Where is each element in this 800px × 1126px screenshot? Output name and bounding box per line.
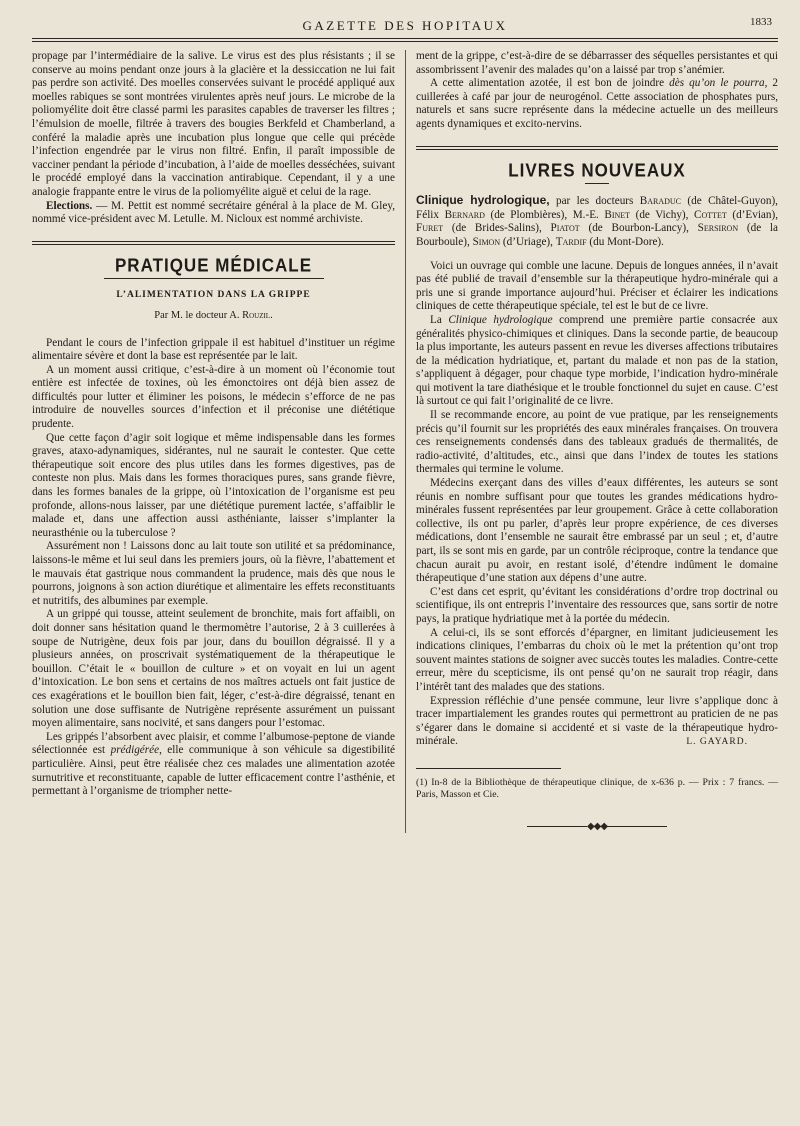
elections-paragraph: [32, 200, 395, 227]
left-column: [32, 50, 405, 833]
section-title-livres: LIVRES NOUVEAUX: [508, 159, 686, 181]
page-number: 1833: [750, 16, 772, 28]
footnote-rule: [416, 768, 561, 769]
book-reference: Clinique hydrologique, par les docteurs Baraduc (de Châtel-Guyon), Félix Bernard (de Plombières), M.-E. Binet (de Vichy), Cottet (d’Evian), Furet (de Brides-Salins), Piatot (de Bourbon-Lancy), Sersiron (de la Bourboule), Simon (d’Uriage), Tardif (du Mont-Dore).: [416, 193, 779, 248]
paragraph: Médecins exerçant dans des villes d’eaux différentes, les auteurs se sont réunis en nombre suffisant pour que toutes les grandes médications hydro-minérales fussent représentées par leur groupement. Grâce à cette collaboration collective, ils ont pu parler, d’après leur propre expérience, de ces diverses médications, dont l’ensemble ne saurait être embrassé par un seul ; et, d’autre part, ils se sont mis en garde, par un contrôle réciproque, contre la tendance que chacun aurait pu avoir, en restant isolé, d’étendre indûment le domaine thérapeutique d’une station aux dépens d’une autre.: [416, 477, 778, 585]
byline: Par M. le docteur A. Rouzil.: [154, 309, 273, 321]
paragraph: A un moment aussi critique, c’est-à-dire à un moment où l’économie tout entière est infectée de toxines, où les émonctoires ont déjà bien assez de difficultés pour lutter et éliminer les poisons, le médecin s’efforce de ne pas introduire de nouvelles sources d’infection et il préconise une diététique prudente.: [32, 363, 395, 431]
paragraph: Les grippés l’absorbent avec plaisir, et comme l’albumose-peptone de viande sélectionnée est prédigérée, elle communique à son véhicule sa digestibilité particulière. Ainsi, peut être réalisée chez ces malades une alimentation azotée surnutritive et reconstituante, capable de lutter efficacement contre l’asthénie, et permettant à l’organisme de triompher nette-: [32, 730, 396, 798]
paragraph: ment de la grippe, c’est-à-dire de se débarrasser des séquelles persistantes et qui assombrissent l’avenir des malades qu’on a laissé par trop s’anémier.: [416, 50, 778, 76]
title-rule: [104, 278, 324, 279]
signature: L. GAYARD.: [686, 736, 748, 747]
columns: [32, 50, 778, 833]
title-rule: [585, 183, 609, 184]
paragraph: Que cette façon d’agir soit logique et même indispensable dans les formes graves, ataxo-adynamiques, sidérantes, nul ne saurait le contester. Que cette thérapeutique soit encore des plus utiles dans les formes digestives, pas de conteste non plus. Mais dans les formes thoraciques pures, sans grande fièvre, dans les formes banales de la grippe, où l’intoxication de l’organisme est peu profonde, allons-nous laisser, par une diététique purement lactée, s’affaiblir le malade et, dans une affection aussi asthéniante, laisser s’implanter la neurasthénie ou la tuberculose ?: [32, 431, 395, 539]
book-title: Clinique hydrologique,: [416, 193, 550, 208]
article-title: L’ALIMENTATION DANS LA GRIPPE: [116, 290, 311, 301]
section-separator: [416, 146, 778, 150]
section-separator: [32, 241, 395, 245]
header-rule: [32, 38, 778, 42]
paragraph: propage par l’intermédiaire de la salive. Le virus est des plus résistants ; il se conserve au moins pendant onze jours à la glacière et la dessiccation ne lui fait pas perdre son activité. Des moelles conservées suivant le procédé appliqué aux moelles rabiques se sont montrées virulentes après neuf jours. Le microbe de la poliomyélite doit être classé parmi les parasites capables de traverser les filtres ; l’émulsion de moelle, filtrée à travers des bougies Berkfeld et Chamberland, a conféré la maladie après une incubation plus longue que celle qui précède l’infection engendrée par le virus non filtré. Enfin, il paraît impossible de vacciner pendant la période d’incubation, à l’aide de moelles desséchées, suivant le procédé employé dans la vaccination antirabique. Cependant, il y a une analogie frappante entre le virus de la poliomyélite aiguë et celui de la rage.: [32, 50, 395, 198]
paragraph: Expression réfléchie d’une pensée commune, leur livre s’applique donc à tracer impartialement les grandes routes qui permettront au praticien de ne pas s’égarer dans le domaine si accidenté et si vaste de la thérapeutique hydro-minérale.: [416, 694, 778, 748]
elections-heading: Elections.: [46, 199, 93, 212]
paragraph: A celui-ci, ils se sont efforcés d’épargner, en limitant judicieusement les indications cliniques, l’embarras du choix où le met la prétention qu’ont trop souvent maintes stations de soigner avec succès toutes les maladies. Contre-cette erreur, mère du scepticisme, ils ont pensé qu’on ne saurait trop réagir, dans l’intérêt tant des malades que des stations.: [416, 626, 778, 693]
section-title-pratique: PRATIQUE MÉDICALE: [114, 254, 313, 276]
paragraph: Assurément non ! Laissons donc au lait toute son utilité et sa prédominance, laissons-le même et lui seul dans les premiers jours, où la fièvre, l’abattement et le mauvais état gastrique nous commandent la prudence, mais dès que nous le pourrons, joignons à son action diurétique et alimentaire les effets reconstituants et nutritifs, des albumines par exemple.: [32, 540, 395, 607]
paragraph: La Clinique hydrologique comprend une première partie consacrée aux généralités physico-chimiques et cliniques. Dans la seconde partie, de beaucoup la plus importante, les auteurs passent en revue les diverses affections tributaires de la médication hydriatique, et, partant du malade et non pas de la station, s’appliquent à dégager, pour chaque type morbide, l’indication hydro-minérale qui motivent la tare diathésique et le trouble fonctionnel du sujet en cause. C’est là surtout ce qui fait l’originalité de ce livre.: [416, 313, 778, 408]
paragraph: C’est dans cet esprit, qu’évitant les considérations d’ordre trop doctrinal ou scientifique, ils ont entrepris l’inventaire des ressources que, sans sortir de notre pays, la pratique hydriatique met à la portée du médecin.: [416, 585, 778, 625]
right-column: [405, 50, 778, 833]
running-title: GAZETTE DES HOPITAUX: [302, 18, 508, 33]
footnote: (1) In-8 de la Bibliothèque de thérapeutique clinique, de x-636 p. — Prix : 7 francs. — Paris, Masson et Cie.: [416, 776, 778, 800]
page-header: [32, 0, 778, 34]
elections-text: — M. Pettit est nommé secrétaire général à la place de M. Gley, nommé vice-président avec M. Letulle. M. Nicloux est nommé archiviste.: [32, 199, 395, 226]
paragraph: Pendant le cours de l’infection grippale il est habituel d’instituer un régime alimentaire sévère et dont la base est représentée par le lait.: [32, 336, 395, 363]
paragraph: A un grippé qui tousse, atteint seulement de bronchite, mais fort affaibli, on doit donner sans hésitation quand le thermomètre l’autorise, 2 à 3 cuillerées à soupe de Nutrigène, deux fois par jour, dans du bouillon dégraissé. Il y a plusieurs années, on proscrivait systématiquement de la thérapeutique le bouillon. C’était le « bouillon de culture » et on voyait en lui un agent d’intoxication. Le bon sens et certains de nos maîtres actuels ont fait justice de ces exagérations et le bouillon bien fait, léger, c’est-à-dire dégraissé, tenant en solution une dose suffisante de Nutrigène représente assurément un puissant moyen alimentaire, sans nocivité, et sans dangers pour l’estomac.: [32, 608, 395, 730]
paragraph: A cette alimentation azotée, il est bon de joindre dès qu’on le pourra, 2 cuillerées à café par jour de neurogénol. Cette association de phosphates purs, naturels et sans sucre représente dans la médecine actuelle un des meilleurs agents dynamiques et excito-nervins.: [416, 77, 779, 130]
author-name: Rouzil: [242, 309, 271, 321]
paragraph: Voici un ouvrage qui comble une lacune. Depuis de longues années, il n’avait pas été publié de travail d’ensemble sur la thérapeutique hydro-minérale qui a pris une si grande importance aujourd’hui. Préciser et éclairer les indications cliniques de cette thérapeutique spéciale, tel est le but de ce livre.: [416, 259, 778, 313]
ornament-rule: ◆◆◆: [416, 820, 778, 834]
paragraph: Il se recommande encore, au point de vue pratique, par les renseignements précis qu’il fournit sur les propriétés des eaux minérales françaises. On trouvera ces renseignements condensés dans des tableaux gradués de thermalités, de radio-activité, d’altitudes, etc., ainsi que dans l’index de toutes les stations thermales qui termine le volume.: [416, 409, 778, 476]
